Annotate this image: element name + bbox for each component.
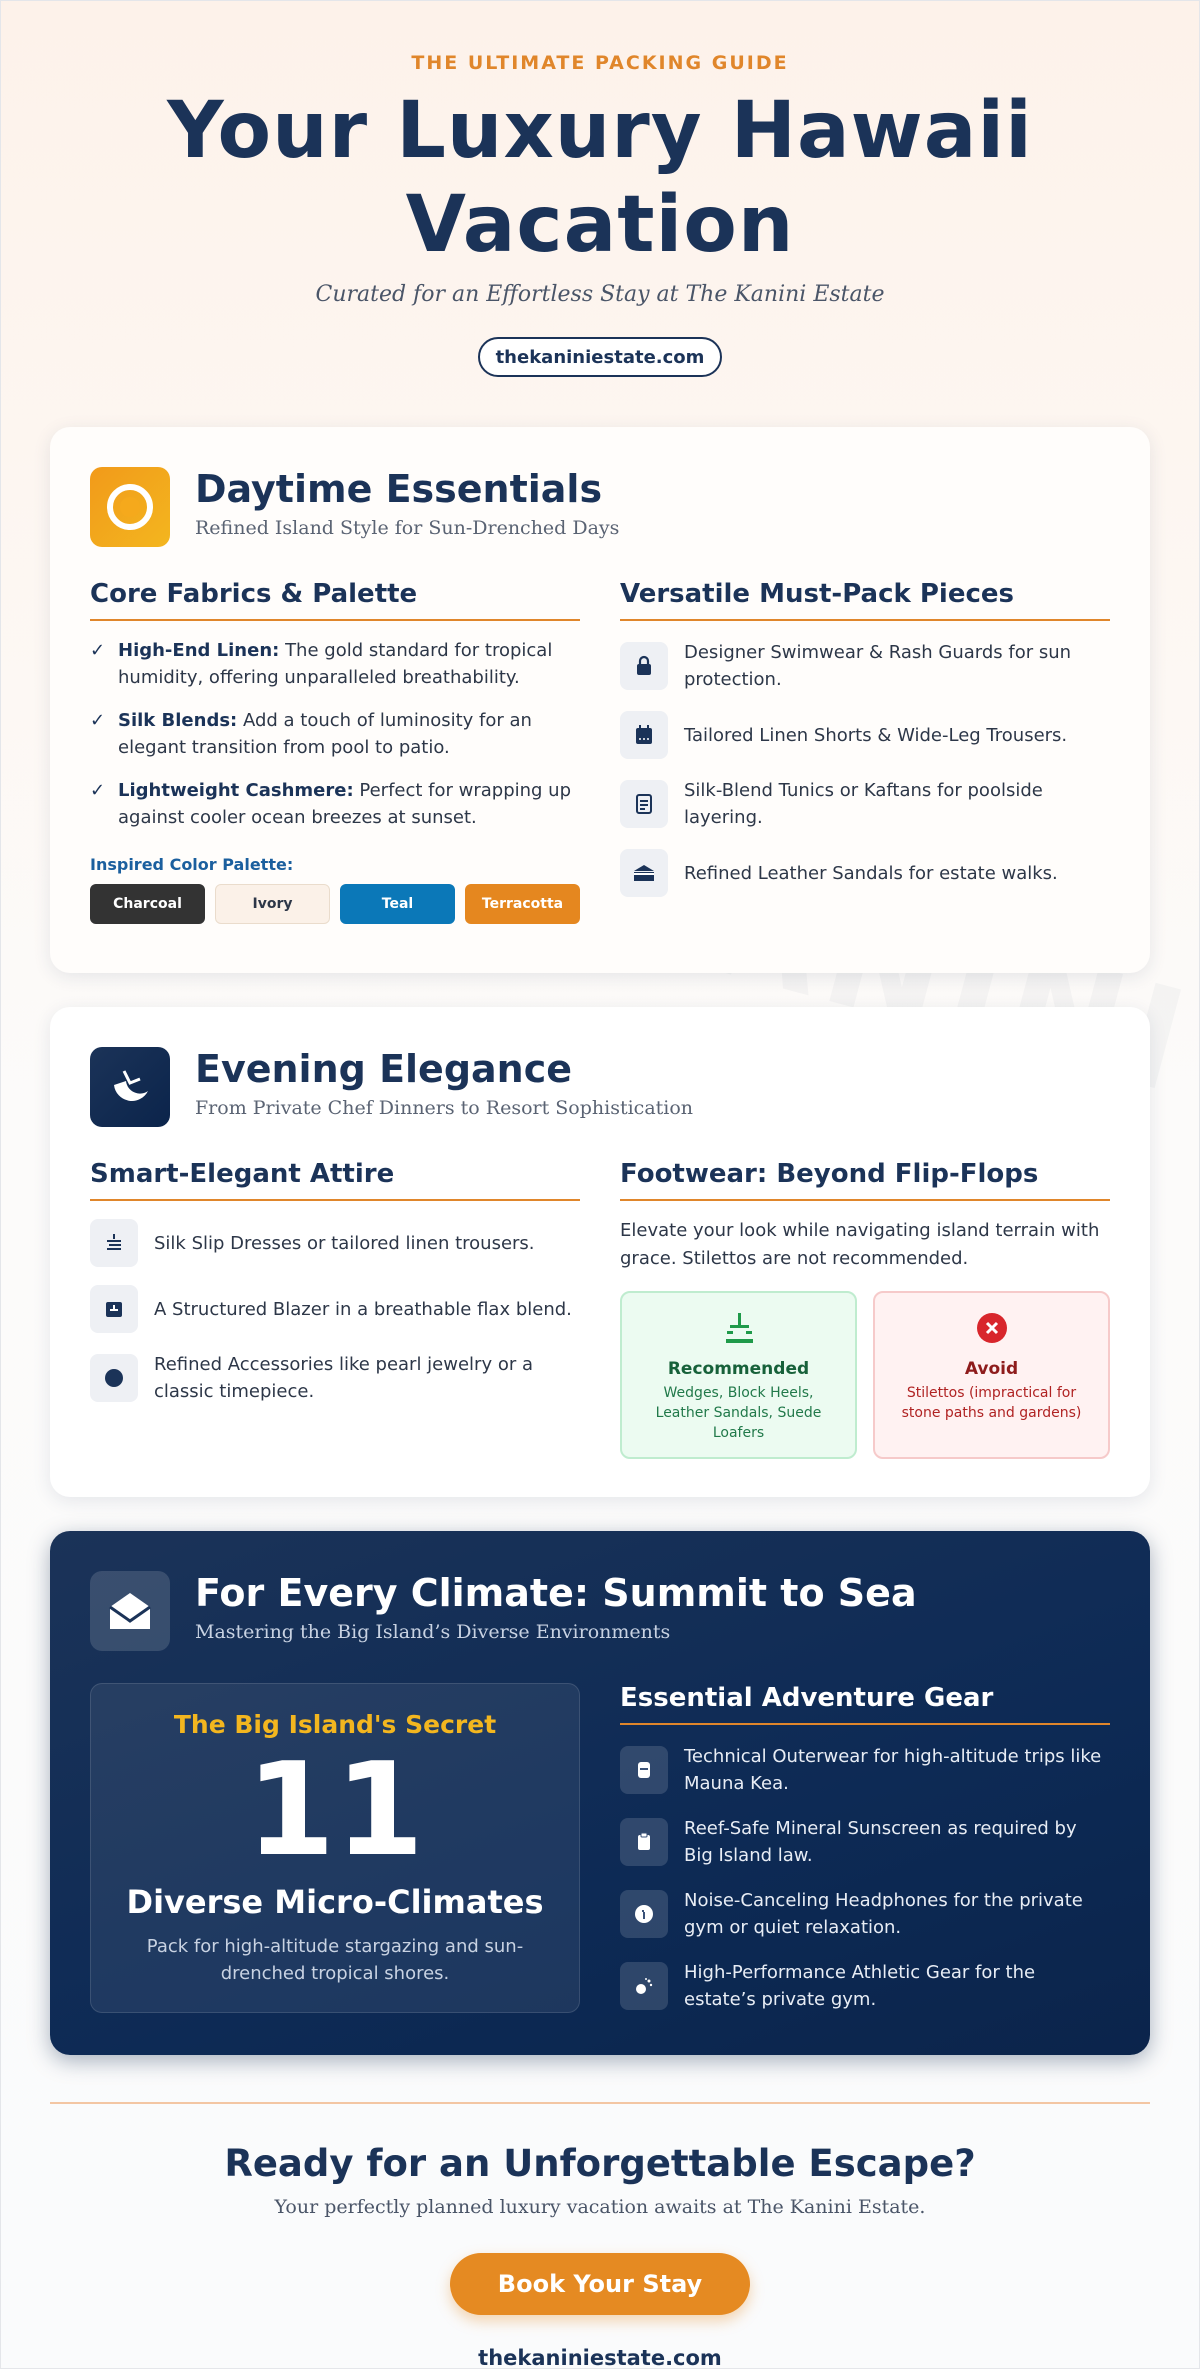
avoid-desc: Stilettos (impractical for stone paths and gardens) bbox=[901, 1385, 1082, 1421]
recommended-desc: Wedges, Block Heels, Leather Sandals, Suede Loafers bbox=[655, 1385, 822, 1441]
list-item bbox=[620, 711, 1110, 759]
box-icon bbox=[620, 849, 668, 897]
evening-title: Evening Elegance bbox=[195, 1047, 573, 1091]
list-item bbox=[620, 849, 1110, 897]
x-circle-icon bbox=[875, 1311, 1108, 1349]
sun-icon bbox=[90, 467, 170, 547]
gear-text: Technical Outerwear for high-altitude trips like Mauna Kea. bbox=[684, 1746, 1102, 1794]
inbox-icon bbox=[90, 1285, 138, 1333]
check-icon: ✓ bbox=[90, 710, 106, 731]
recommended-title: Recommended bbox=[667, 1359, 810, 1379]
list-item bbox=[620, 1815, 1110, 1869]
moon-icon bbox=[90, 1047, 170, 1127]
document-icon bbox=[620, 780, 668, 828]
palette-label: Inspired Color Palette: bbox=[90, 855, 294, 874]
attire-heading: Smart-Elegant Attire bbox=[90, 1159, 580, 1201]
gear-text: Reef-Safe Mineral Sunscreen as required by Big Island law. bbox=[684, 1818, 1077, 1866]
piece-text: Silk-Blend Tunics or Kaftans for poolside layering. bbox=[684, 780, 1043, 828]
evening-subtitle: From Private Chef Dinners to Resort Sophistication bbox=[195, 1097, 694, 1119]
fabric-name: Silk Blends: bbox=[118, 710, 238, 731]
lock-icon bbox=[620, 642, 668, 690]
circle-icon bbox=[90, 1354, 138, 1402]
avoid-box bbox=[873, 1291, 1110, 1459]
adventure-gear-heading: Essential Adventure Gear bbox=[620, 1683, 1110, 1725]
fabric-item bbox=[90, 777, 580, 831]
piece-text: Tailored Linen Shorts & Wide-Leg Trousers. bbox=[684, 724, 1068, 746]
list-item bbox=[90, 1285, 580, 1333]
footwear-column bbox=[620, 1159, 1110, 1459]
color-palette bbox=[90, 884, 580, 924]
list-item bbox=[620, 1959, 1110, 2013]
daytime-title: Daytime Essentials bbox=[195, 467, 603, 511]
balance-icon bbox=[622, 1311, 855, 1349]
micro-climate-count: 11 bbox=[245, 1736, 425, 1885]
attire-text: Refined Accessories like pearl jewelry or a classic timepiece. bbox=[154, 1354, 533, 1402]
fabric-item bbox=[90, 637, 580, 691]
page-title: Your Luxury Hawaii Vacation bbox=[167, 86, 1033, 270]
list-item bbox=[620, 639, 1110, 693]
attire-text: A Structured Blazer in a breathable flax blend. bbox=[154, 1298, 572, 1320]
clipboard-icon bbox=[620, 1818, 668, 1866]
book-your-stay-button[interactable]: Book Your Stay bbox=[450, 2253, 750, 2315]
list-item bbox=[620, 777, 1110, 831]
list-icon bbox=[90, 1219, 138, 1267]
fabric-desc: Perfect for wrapping up against cooler ocean breezes at sunset. bbox=[118, 780, 572, 828]
page-subtitle: Curated for an Effortless Stay at The Kanini Estate bbox=[315, 282, 885, 307]
adventure-gear-column bbox=[620, 1683, 1110, 2013]
fabric-desc: The gold standard for tropical humidity, offering unparalleled breathability. bbox=[118, 640, 553, 688]
website-link-pill[interactable]: thekaniniestate.com bbox=[478, 337, 722, 377]
climate-subtitle: Mastering the Big Island’s Diverse Environments bbox=[195, 1621, 671, 1643]
secret-title: The Big Island's Secret bbox=[173, 1710, 497, 1739]
jacket-icon bbox=[620, 1746, 668, 1794]
recommended-box bbox=[620, 1291, 857, 1459]
attire-column bbox=[90, 1159, 580, 1405]
avoid-title: Avoid bbox=[964, 1359, 1019, 1379]
climate-title: For Every Climate: Summit to Sea bbox=[195, 1571, 917, 1615]
gear-text: Noise-Canceling Headphones for the private gym or quiet relaxation. bbox=[684, 1890, 1083, 1938]
attire-text: Silk Slip Dresses or tailored linen trousers. bbox=[154, 1232, 535, 1254]
swatch-teal: Teal bbox=[340, 884, 455, 924]
footwear-options bbox=[620, 1291, 1110, 1459]
list-item bbox=[620, 1743, 1110, 1797]
core-fabrics-heading: Core Fabrics & Palette bbox=[90, 579, 580, 621]
envelope-open-icon bbox=[90, 1571, 170, 1651]
piece-text: Refined Leather Sandals for estate walks. bbox=[684, 862, 1058, 884]
fabric-name: Lightweight Cashmere: bbox=[118, 780, 354, 801]
cta-subtitle: Your perfectly planned luxury vacation awaits at The Kanini Estate. bbox=[274, 2196, 926, 2218]
fabric-desc: Add a touch of luminosity for an elegant transition from pool to patio. bbox=[118, 710, 532, 758]
list-item bbox=[620, 1887, 1110, 1941]
footwear-heading: Footwear: Beyond Flip-Flops bbox=[620, 1159, 1110, 1201]
footwear-text: Elevate your look while navigating island terrain with grace. Stilettos are not recommended. bbox=[620, 1220, 1100, 1269]
swatch-ivory: Ivory bbox=[215, 884, 330, 924]
core-fabrics-column bbox=[90, 579, 580, 924]
swatch-terracotta: Terracotta bbox=[465, 884, 580, 924]
check-icon: ✓ bbox=[90, 780, 106, 801]
fabric-name: High-End Linen: bbox=[118, 640, 280, 661]
piece-text: Designer Swimwear & Rash Guards for sun protection. bbox=[684, 642, 1072, 690]
climate-card bbox=[50, 1531, 1150, 2055]
list-item bbox=[90, 1219, 580, 1267]
gear-text: High-Performance Athletic Gear for the estate’s private gym. bbox=[684, 1962, 1036, 2010]
dumbbell-icon bbox=[620, 1962, 668, 2010]
headphones-icon bbox=[620, 1890, 668, 1938]
micro-climate-label: Diverse Micro-Climates bbox=[126, 1883, 544, 1921]
section-divider bbox=[50, 2102, 1150, 2104]
micro-climate-desc: Pack for high-altitude stargazing and sun-drenched tropical shores. bbox=[146, 1936, 524, 1984]
guide-kicker: THE ULTIMATE PACKING GUIDE bbox=[411, 52, 789, 74]
list-item bbox=[90, 1351, 580, 1405]
check-icon: ✓ bbox=[90, 640, 106, 661]
evening-elegance-card bbox=[50, 1007, 1150, 1497]
calendar-icon bbox=[620, 711, 668, 759]
fabric-item bbox=[90, 707, 580, 761]
must-pack-column bbox=[620, 579, 1110, 897]
daytime-subtitle: Refined Island Style for Sun-Drenched Days bbox=[195, 517, 620, 539]
cta-title: Ready for an Unforgettable Escape? bbox=[224, 2142, 976, 2185]
swatch-charcoal: Charcoal bbox=[90, 884, 205, 924]
micro-climates-stat-box bbox=[90, 1683, 580, 2013]
daytime-essentials-card bbox=[50, 427, 1150, 973]
must-pack-heading: Versatile Must-Pack Pieces bbox=[620, 579, 1110, 621]
footer-website-link[interactable]: thekaniniestate.com bbox=[478, 2346, 722, 2369]
